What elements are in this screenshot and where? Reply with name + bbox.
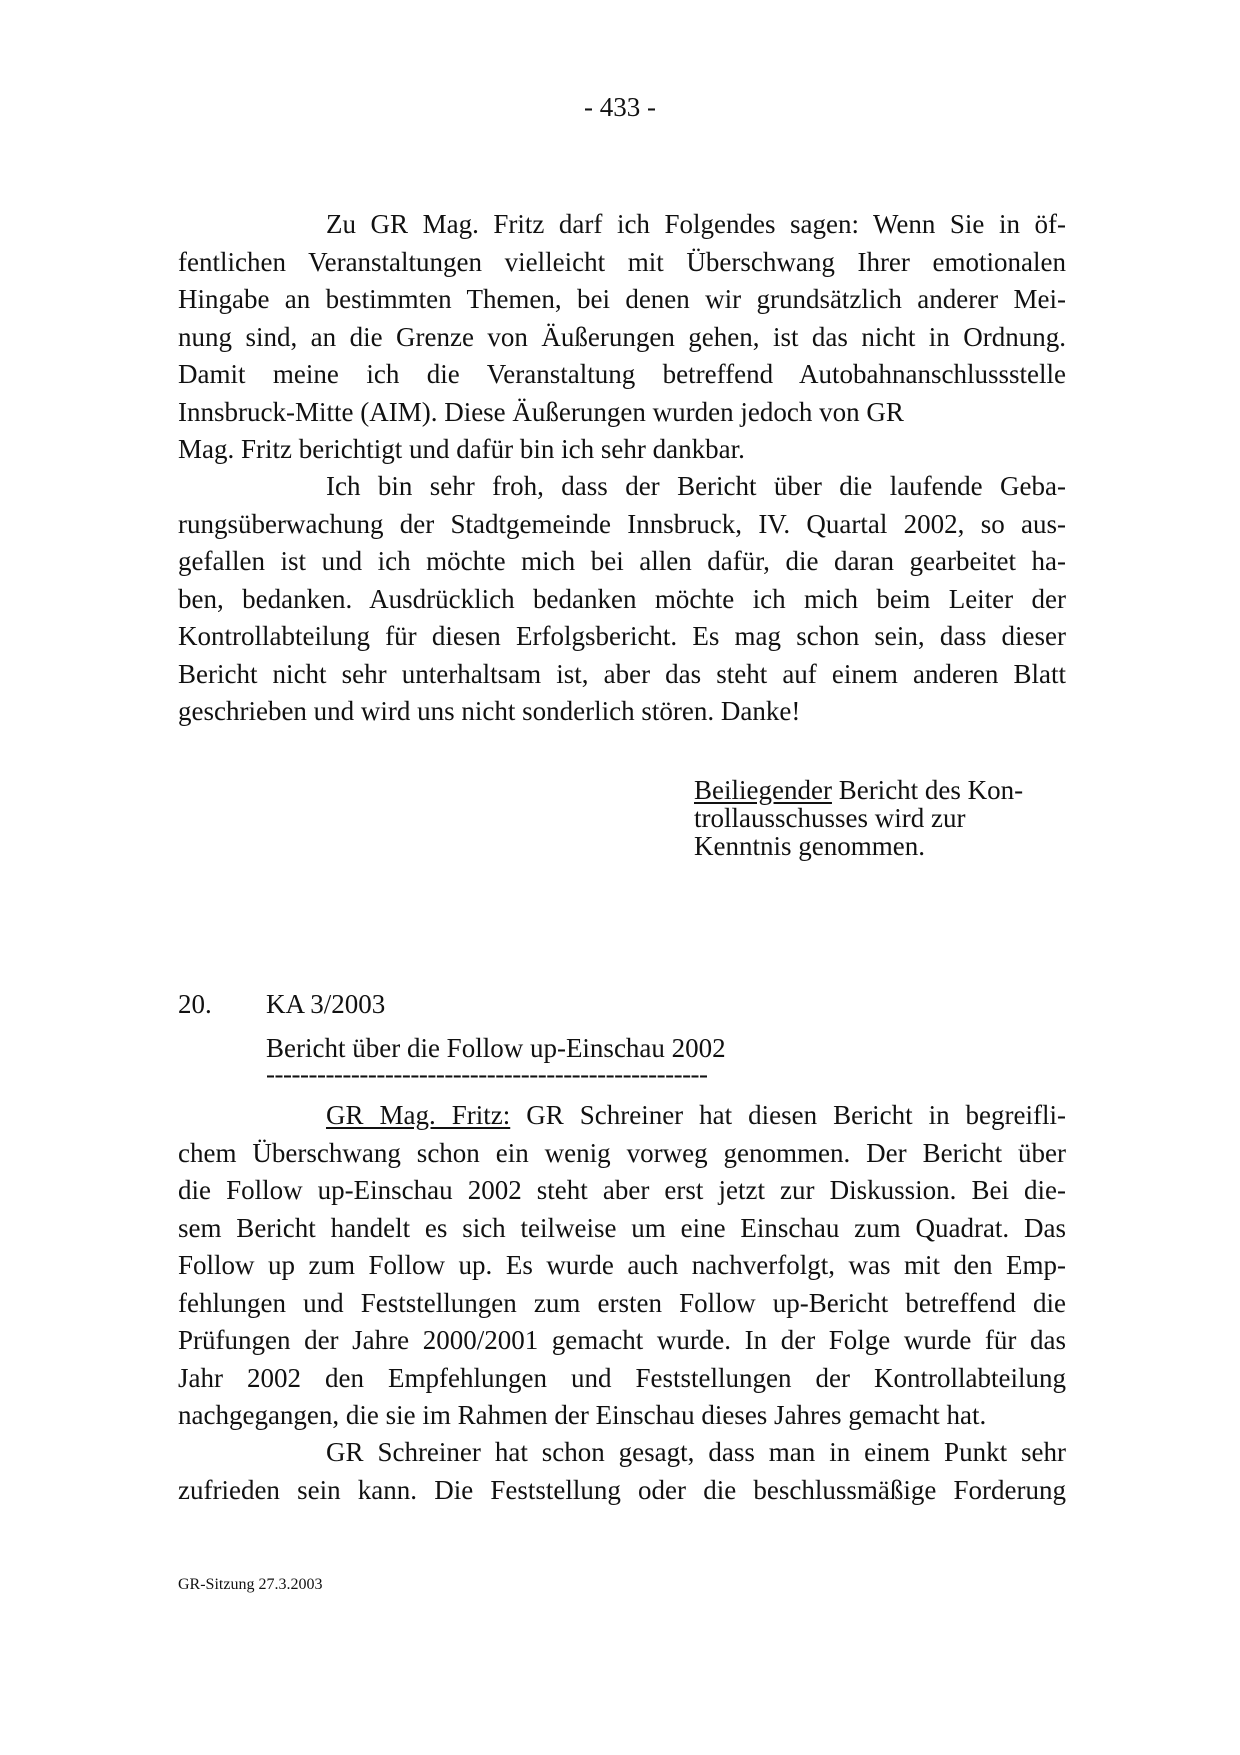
text-line: Prüfungen der Jahre 2000/2001 gemacht wurde. In der Folge wurde für das (178, 1325, 1066, 1355)
text-line: Bericht nicht sehr unterhaltsam ist, aber das steht auf einem anderen Blatt (178, 658, 1066, 689)
paragraph-schreiner (178, 1434, 1066, 1509)
text-line: die Follow up-Einschau 2002 steht aber erst jetzt zur Diskussion. Bei die- (178, 1175, 1066, 1205)
text-line: GR Schreiner hat schon gesagt, dass man in einem Punkt sehr (326, 1437, 1066, 1467)
text-line: Damit meine ich die Veranstaltung betreffend Autobahnanschlussstelle (178, 359, 1066, 389)
text-line (178, 1097, 1066, 1135)
text-line: geschrieben und wird uns nicht sonderlich stören. Danke! (178, 696, 801, 726)
decision-line: trollausschusses wird zur (694, 803, 966, 833)
text-line: fehlungen und Feststellungen zum ersten Follow up-Bericht betreffend die (178, 1287, 1066, 1318)
item-title: Bericht über die Follow up-Einschau 2002 (266, 1033, 726, 1063)
paragraph-fritz-follow-up (178, 1097, 1066, 1435)
decision-underlined: Beiliegender (694, 775, 832, 805)
decision-line1-rest: Bericht des Kon- (831, 775, 1024, 805)
text-line: Hingabe an bestimmten Themen, bei denen wir grundsätzlich anderer Mei- (178, 284, 1066, 314)
text-line: nung sind, an die Grenze von Äußerungen gehen, ist das nicht in Ordnung. (178, 321, 1066, 352)
text-line: Follow up zum Follow up. Es wurde auch nachverfolgt, was mit den Emp- (178, 1250, 1066, 1280)
text-line: gefallen ist und ich möchte mich bei allen dafür, die daran gearbeitet ha- (178, 546, 1066, 576)
text-line: nachgegangen, die sie im Rahmen der Einschau dieses Jahres gemacht hat. (178, 1400, 987, 1430)
paragraph-fritz-statement (178, 206, 1066, 469)
speaker-name: GR Mag. Fritz: (326, 1100, 511, 1130)
text-line: Innsbruck-Mitte (AIM). Diese Äußerungen wurden jedoch von GR (178, 396, 904, 427)
page-number: - 433 - (584, 92, 656, 122)
item-number: 20. (178, 989, 212, 1019)
text-line: sem Bericht handelt es sich teilweise um eine Einschau zum Quadrat. Das (178, 1212, 1066, 1243)
text-line: ben, bedanken. Ausdrücklich bedanken möchte ich mich beim Leiter der (178, 583, 1066, 614)
decision-note (694, 776, 1074, 860)
paragraph-thanks (178, 468, 1066, 731)
footer-session-date: GR-Sitzung 27.3.2003 (178, 1576, 323, 1593)
item-code: KA 3/2003 (266, 989, 386, 1019)
item-separator: ---------------------------------------------------- (266, 1059, 708, 1089)
speaker-text: GR Schreiner hat diesen Bericht in begreifli- (510, 1100, 1067, 1130)
text-line: Mag. Fritz berichtigt und dafür bin ich sehr dankbar. (178, 434, 745, 464)
text-line: zufrieden sein kann. Die Feststellung oder die beschlussmäßige Forderung (178, 1474, 1066, 1505)
text-line: Jahr 2002 den Empfehlungen und Feststellungen der Kontrollabteilung (178, 1362, 1066, 1393)
text-line: Kontrollabteilung für diesen Erfolgsbericht. Es mag schon sein, dass dieser (178, 621, 1066, 651)
text-line: Zu GR Mag. Fritz darf ich Folgendes sagen: Wenn Sie in öf- (326, 209, 1066, 239)
decision-line: Kenntnis genommen. (694, 831, 925, 861)
text-line: fentlichen Veranstaltungen vielleicht mit Überschwang Ihrer emotionalen (178, 246, 1066, 277)
text-line: Ich bin sehr froh, dass der Bericht über die laufende Geba- (326, 471, 1066, 501)
text-line: chem Überschwang schon ein wenig vorweg genommen. Der Bericht über (178, 1137, 1066, 1168)
decision-line (694, 776, 1074, 804)
text-line: rungsüberwachung der Stadtgemeinde Innsbruck, IV. Quartal 2002, so aus- (178, 508, 1066, 539)
